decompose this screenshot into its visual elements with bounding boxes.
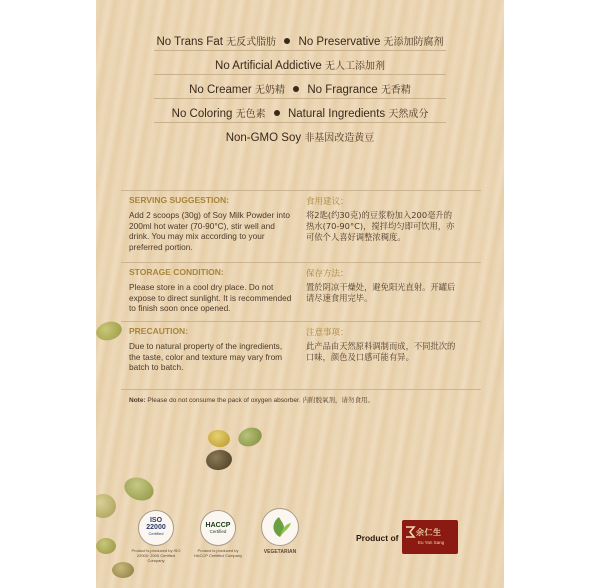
precaution-heading: PRECAUTION:	[129, 326, 189, 336]
serving-suggestion-text-zh: 将2匙(约30克)的豆浆粉加入200毫升的热水(70-90°C)，搅拌均匀即可饮用，亦可依个人喜好调整浓稠度。	[306, 210, 455, 242]
soybean-icon	[96, 538, 116, 554]
soybean-icon	[96, 319, 124, 343]
claim-no-coloring: No Coloring	[171, 108, 233, 120]
storage-condition-text-zh: 置於阴凉干燥处，避免阳光直射。开罐后请尽速食用完毕。	[306, 282, 456, 303]
bullet-dot	[284, 38, 290, 44]
claim-divider	[154, 98, 446, 99]
iso-badge-number: 22000	[146, 524, 166, 531]
claim-no-creamer: No Creamer	[189, 84, 252, 96]
vegetarian-badge-icon	[261, 508, 299, 546]
package-back-panel	[96, 0, 504, 588]
note-text: Please do not consume the pack of oxygen absorber.	[147, 397, 301, 404]
section-divider	[121, 190, 481, 191]
claim-no-preservative: No Preservative	[298, 36, 381, 48]
claim-line-1	[96, 33, 504, 48]
claim-no-coloring-zh: 无色素	[235, 109, 266, 120]
claim-no-trans-fat: No Trans Fat	[156, 36, 223, 48]
claim-line-5	[96, 129, 504, 144]
logo-chinese-name: 余仁生	[416, 528, 442, 537]
storage-condition-heading: STORAGE CONDITION:	[129, 267, 224, 277]
soybean-icon	[112, 562, 134, 578]
precaution-text-zh: 此产品由天然原料调制而成，不同批次的口味，颜色及口感可能有异。	[306, 341, 456, 362]
haccp-badge-icon	[200, 510, 236, 546]
section-divider	[121, 262, 481, 263]
soybean-icon	[207, 428, 232, 449]
leaf-icon	[262, 509, 298, 545]
bullet-dot	[274, 110, 280, 116]
product-of-label: Product of	[356, 533, 399, 543]
iso-caption: Product is produced by ISO 22000: 2005 Certified Company	[131, 548, 181, 563]
claim-natural-ingredients-zh: 天然成分	[388, 109, 429, 120]
haccp-badge-certified: Certified	[209, 529, 227, 534]
soybean-icon	[121, 474, 157, 505]
storage-condition-text: Please store in a cool dry place. Do not expose to direct sunlight. It is recommended to finish soon once opened.	[129, 282, 292, 314]
claim-non-gmo-soy-zh: 非基因改造黄豆	[304, 133, 375, 144]
claim-no-fragrance: No Fragrance	[307, 84, 378, 96]
eu-yan-sang-logo	[402, 520, 458, 554]
iso-badge-certified: Certified	[148, 531, 164, 536]
claim-divider	[154, 122, 446, 123]
soybean-icon	[96, 494, 116, 518]
claim-non-gmo-soy: Non-GMO Soy	[225, 132, 302, 144]
claim-no-trans-fat-zh: 无反式脂肪	[226, 37, 277, 48]
note-label: Note:	[129, 397, 146, 404]
iso-badge-text: ISO	[149, 517, 163, 524]
logo-english-name: Eu Yan Sang	[418, 540, 445, 545]
serving-suggestion-text: Add 2 scoops (30g) of Soy Milk Powder into 200ml hot water (70-90°C), stir well and drink. You may mix according to your preferred portion.	[129, 210, 290, 252]
serving-suggestion-heading-zh: 食用建议：	[306, 197, 349, 207]
precaution-heading-zh: 注意事项：	[306, 328, 349, 338]
storage-condition-heading-zh: 保存方法：	[306, 269, 349, 279]
claim-line-4	[96, 105, 504, 120]
claim-no-artificial-addictive-zh: 无人工添加剂	[324, 61, 385, 72]
claim-divider	[154, 74, 446, 75]
claim-no-creamer-zh: 无奶精	[254, 85, 285, 96]
claim-line-3	[96, 81, 504, 96]
haccp-caption: Product is produced by HACCP Certified Company	[193, 548, 243, 558]
section-divider	[121, 321, 481, 322]
soybean-icon	[205, 448, 234, 471]
vegetarian-caption: VEGETARIAN	[263, 549, 297, 555]
soybean-icon	[236, 424, 265, 449]
claim-line-2	[96, 57, 504, 72]
precaution-text: Due to natural property of the ingredients, the taste, color and texture may vary from batch to batch.	[129, 341, 283, 373]
serving-suggestion-heading: SERVING SUGGESTION:	[129, 195, 229, 205]
note-line	[129, 395, 374, 404]
brand-mark-icon	[404, 525, 416, 539]
claim-no-fragrance-zh: 无香精	[380, 85, 411, 96]
claim-no-artificial-addictive: No Artificial Addictive	[215, 60, 322, 72]
claim-divider	[154, 50, 446, 51]
bullet-dot	[293, 86, 299, 92]
iso-22000-badge-icon	[138, 510, 174, 546]
haccp-badge-text: HACCP	[205, 522, 231, 529]
section-divider	[121, 389, 481, 390]
note-text-zh: 内附脱氧剂，请勿食用。	[302, 397, 374, 404]
claim-natural-ingredients: Natural Ingredients	[287, 108, 386, 120]
claim-no-preservative-zh: 无添加防腐剂	[383, 37, 444, 48]
